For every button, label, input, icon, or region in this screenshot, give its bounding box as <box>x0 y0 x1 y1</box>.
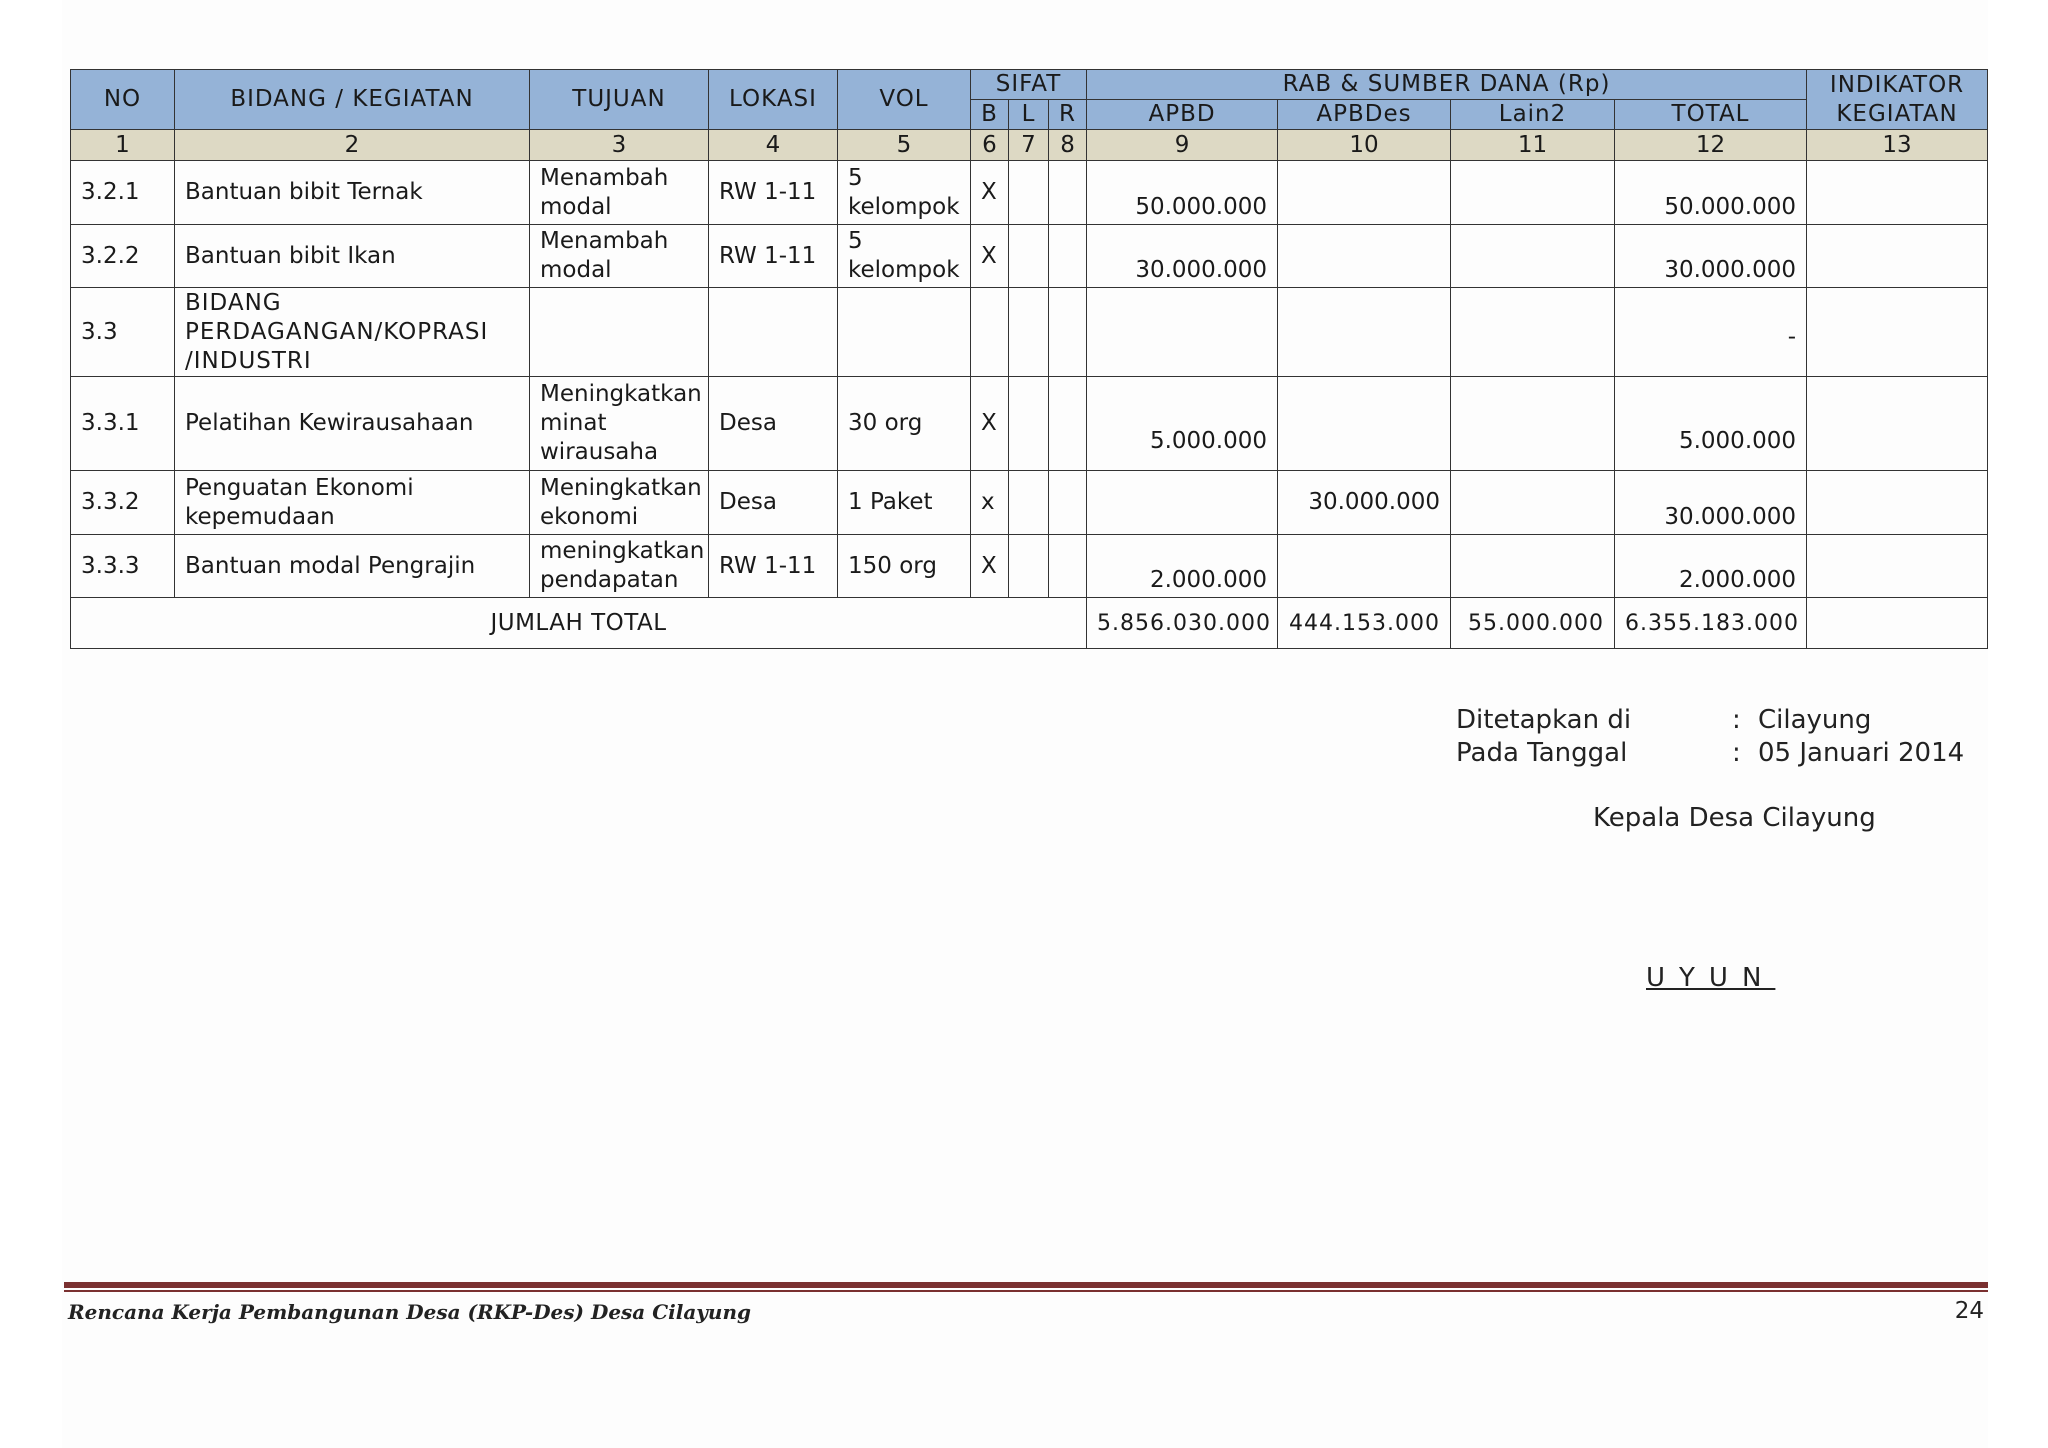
column-number: 2 <box>175 130 530 161</box>
column-number: 13 <box>1807 130 1988 161</box>
footer-rule <box>64 1282 1988 1288</box>
row-sifat-b: X <box>971 535 1009 598</box>
row-lain2 <box>1451 161 1615 225</box>
header-bidang: BIDANG / KEGIATAN <box>175 70 530 130</box>
total-lain2: 55.000.000 <box>1451 598 1615 649</box>
header-indikator-line-1: INDIKATOR <box>1829 71 1965 98</box>
row-apbdes <box>1278 161 1451 225</box>
row-indikator <box>1807 288 1988 377</box>
place-value: Cilayung <box>1758 705 1872 735</box>
row-vol: 1 Paket <box>838 471 971 535</box>
table-row <box>71 161 1988 225</box>
column-number: 12 <box>1615 130 1807 161</box>
row-indikator <box>1807 377 1988 471</box>
row-apbdes <box>1278 377 1451 471</box>
row-lokasi: RW 1-11 <box>709 225 838 288</box>
row-lokasi: RW 1-11 <box>709 161 838 225</box>
date-value: 05 Januari 2014 <box>1758 738 1965 768</box>
header-sifat-b: B <box>971 100 1009 130</box>
row-apbd: 2.000.000 <box>1087 535 1278 598</box>
row-tujuan <box>530 288 709 377</box>
header-sifat-r: R <box>1049 100 1087 130</box>
row-bidang: Bantuan modal Pengrajin <box>175 535 530 598</box>
row-sifat-l <box>1009 161 1049 225</box>
row-sifat-r <box>1049 288 1087 377</box>
row-apbd: 30.000.000 <box>1087 225 1278 288</box>
row-sifat-r <box>1049 377 1087 471</box>
row-tujuan: Menambah modal <box>530 161 709 225</box>
row-sifat-b: X <box>971 161 1009 225</box>
total-apbdes: 444.153.000 <box>1278 598 1451 649</box>
total-indikator <box>1807 598 1988 649</box>
row-apbd: 50.000.000 <box>1087 161 1278 225</box>
row-vol: 30 org <box>838 377 971 471</box>
column-number: 8 <box>1049 130 1087 161</box>
table-row <box>71 471 1988 535</box>
table-row <box>71 535 1988 598</box>
total-total: 6.355.183.000 <box>1615 598 1807 649</box>
header-indikator-line-2: KEGIATAN <box>1836 100 1958 127</box>
row-lain2 <box>1451 225 1615 288</box>
row-tujuan: Menambah modal <box>530 225 709 288</box>
row-sifat-b: x <box>971 471 1009 535</box>
row-sifat-l <box>1009 288 1049 377</box>
row-sifat-r <box>1049 471 1087 535</box>
header-vol: VOL <box>838 70 971 130</box>
column-number: 5 <box>838 130 971 161</box>
row-lokasi <box>709 288 838 377</box>
place-colon: : <box>1732 705 1741 735</box>
column-number: 9 <box>1087 130 1278 161</box>
row-sifat-r <box>1049 161 1087 225</box>
column-number: 7 <box>1009 130 1049 161</box>
row-total: - <box>1615 288 1807 377</box>
table-row <box>71 225 1988 288</box>
signatory-name: UYUN <box>1646 963 1776 993</box>
table-row <box>71 288 1988 377</box>
row-sifat-l <box>1009 377 1049 471</box>
row-tujuan: Meningkatkan minat wirausaha <box>530 377 709 471</box>
row-lain2 <box>1451 471 1615 535</box>
column-number: 10 <box>1278 130 1451 161</box>
header-rab: RAB & SUMBER DANA (Rp) <box>1087 70 1807 100</box>
row-indikator <box>1807 161 1988 225</box>
column-number: 4 <box>709 130 838 161</box>
row-sifat-b: X <box>971 225 1009 288</box>
row-apbd <box>1087 288 1278 377</box>
row-indikator <box>1807 535 1988 598</box>
row-sifat-b <box>971 288 1009 377</box>
row-lokasi: Desa <box>709 471 838 535</box>
date-label: Pada Tanggal <box>1456 738 1628 768</box>
row-apbdes: 30.000.000 <box>1278 471 1451 535</box>
header-apbd: APBD <box>1087 100 1278 130</box>
row-lain2 <box>1451 377 1615 471</box>
header-sifat-l: L <box>1009 100 1049 130</box>
row-no: 3.2.2 <box>71 225 175 288</box>
row-sifat-l <box>1009 535 1049 598</box>
header-no: NO <box>71 70 175 130</box>
column-number: 6 <box>971 130 1009 161</box>
row-apbdes <box>1278 225 1451 288</box>
header-indikator <box>1807 70 1988 130</box>
row-total: 30.000.000 <box>1615 225 1807 288</box>
row-bidang: BIDANG PERDAGANGAN/KOPRASI /INDUSTRI <box>175 288 530 377</box>
row-bidang: Pelatihan Kewirausahaan <box>175 377 530 471</box>
row-sifat-l <box>1009 471 1049 535</box>
footer-document-title: Rencana Kerja Pembangunan Desa (RKP-Des) Desa Cilayung <box>68 1300 751 1324</box>
row-lokasi: RW 1-11 <box>709 535 838 598</box>
column-number-row <box>71 130 1988 161</box>
row-apbdes <box>1278 535 1451 598</box>
total-label: JUMLAH TOTAL <box>71 598 1087 649</box>
row-sifat-l <box>1009 225 1049 288</box>
signatory-title: Kepala Desa Cilayung <box>1593 803 1876 833</box>
row-apbd <box>1087 471 1278 535</box>
row-lokasi: Desa <box>709 377 838 471</box>
row-lain2 <box>1451 288 1615 377</box>
row-apbdes <box>1278 288 1451 377</box>
table-row <box>71 377 1988 471</box>
row-bidang: Bantuan bibit Ternak <box>175 161 530 225</box>
row-total: 30.000.000 <box>1615 471 1807 535</box>
place-label: Ditetapkan di <box>1456 705 1632 735</box>
row-lain2 <box>1451 535 1615 598</box>
date-colon: : <box>1732 738 1741 768</box>
header-lokasi: LOKASI <box>709 70 838 130</box>
total-apbd: 5.856.030.000 <box>1087 598 1278 649</box>
row-vol: 150 org <box>838 535 971 598</box>
header-total: TOTAL <box>1615 100 1807 130</box>
row-bidang: Bantuan bibit Ikan <box>175 225 530 288</box>
row-tujuan: meningkatkan pendapatan <box>530 535 709 598</box>
header-sifat: SIFAT <box>971 70 1087 100</box>
row-apbd: 5.000.000 <box>1087 377 1278 471</box>
column-number: 11 <box>1451 130 1615 161</box>
row-sifat-r <box>1049 225 1087 288</box>
row-total: 5.000.000 <box>1615 377 1807 471</box>
row-vol: 5 kelompok <box>838 161 971 225</box>
row-indikator <box>1807 225 1988 288</box>
header-lain2: Lain2 <box>1451 100 1615 130</box>
row-total: 50.000.000 <box>1615 161 1807 225</box>
rkp-table <box>70 69 1988 649</box>
row-total: 2.000.000 <box>1615 535 1807 598</box>
row-tujuan: Meningkatkan ekonomi <box>530 471 709 535</box>
row-indikator <box>1807 471 1988 535</box>
total-row <box>71 598 1988 649</box>
row-bidang: Penguatan Ekonomi kepemudaan <box>175 471 530 535</box>
page-number: 24 <box>1954 1298 1984 1324</box>
footer-rule-thin <box>64 1290 1988 1292</box>
row-vol: 5 kelompok <box>838 225 971 288</box>
row-sifat-r <box>1049 535 1087 598</box>
row-no: 3.3.2 <box>71 471 175 535</box>
header-row-1 <box>71 70 1988 100</box>
column-number: 3 <box>530 130 709 161</box>
row-no: 3.3.3 <box>71 535 175 598</box>
header-apbdes: APBDes <box>1278 100 1451 130</box>
row-no: 3.3 <box>71 288 175 377</box>
column-number: 1 <box>71 130 175 161</box>
header-tujuan: TUJUAN <box>530 70 709 130</box>
row-sifat-b: X <box>971 377 1009 471</box>
row-no: 3.2.1 <box>71 161 175 225</box>
row-vol <box>838 288 971 377</box>
row-no: 3.3.1 <box>71 377 175 471</box>
